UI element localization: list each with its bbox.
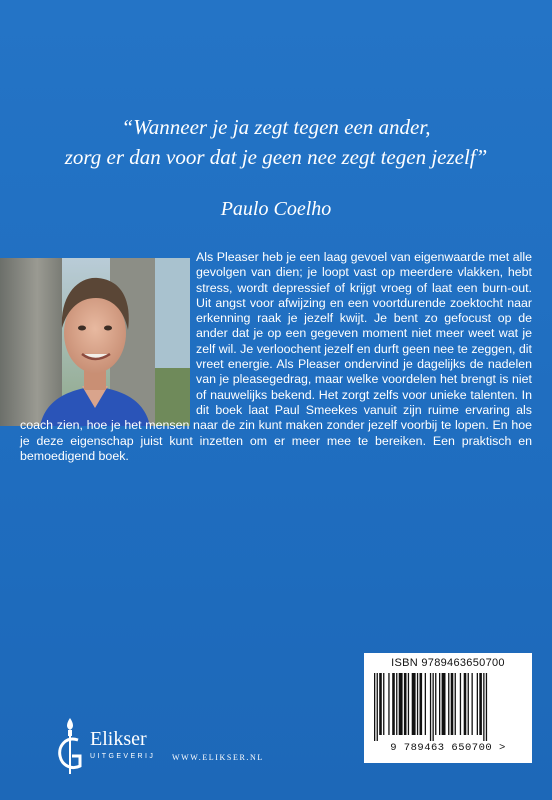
barcode <box>370 673 526 741</box>
barcode-bar <box>468 673 469 735</box>
barcode-bar <box>417 673 418 735</box>
barcode-bar <box>425 673 426 735</box>
barcode-bar <box>420 673 423 735</box>
quote-line-1: “Wanneer je ja zegt tegen een ander, <box>121 115 431 139</box>
barcode-bar <box>430 673 431 741</box>
publisher-logo-icon <box>56 716 90 776</box>
publisher-name: Elikser <box>90 728 147 750</box>
barcode-bar <box>479 673 482 735</box>
quote <box>0 112 552 172</box>
blurb <box>20 250 532 464</box>
barcode-bar <box>412 673 416 735</box>
barcode-bar <box>486 673 487 741</box>
barcode-panel <box>364 653 532 763</box>
photo-wrap-space <box>20 250 196 408</box>
barcode-bar <box>396 673 397 735</box>
barcode-bar <box>374 673 375 741</box>
barcode-bar <box>388 673 389 735</box>
barcode-bar <box>442 673 446 735</box>
publisher-website: WWW.ELIKSER.NL <box>172 753 264 762</box>
publisher-logo <box>56 716 206 776</box>
barcode-bar <box>483 673 484 741</box>
barcode-bar <box>451 673 454 735</box>
barcode-bar <box>472 673 473 735</box>
barcode-bar <box>377 673 378 741</box>
barcode-bar <box>392 673 395 735</box>
barcode-bar <box>460 673 461 735</box>
isbn-label: ISBN 9789463650700 <box>391 657 505 669</box>
barcode-bar <box>439 673 440 735</box>
barcode-bar <box>455 673 456 735</box>
barcode-bar <box>464 673 467 735</box>
barcode-bar <box>433 673 434 741</box>
barcode-bar <box>379 673 382 735</box>
barcode-bar <box>408 673 409 735</box>
quote-line-2: zorg er dan voor dat je geen nee zegt tegen jezelf” <box>64 145 488 169</box>
blurb-text: Als Pleaser heb je een laag gevoel van eigenwaarde met alle gevolgen van dien; je loopt vast op meerdere vlakken, hebt stress, wordt depressief of krijgt vroeg of laat een burn-out. Uit angst voor afwijzing en een voortdurende zoektocht naar erkenning raak je jezelf kwijt. Je bent zo gefocust op de ander dat je op een gegeven moment niet meer weet wat je zelf wil. Je verloochent jezelf en durft geen nee te zeggen, dit vreet energie. Als Pleaser ondervind je dagelijks de nadelen van je pleasegedrag, maar welke voordelen het brengt is niet of nauwelijks bekend. Het zorgt zelfs voor unieke talenten. In dit boek laat Paul Smeekes vanuit zijn ruime ervaring als coach zien, hoe je het mensen naar de zin kunt maken zonder jezelf voorbij te lopen. En hoe je deze eigenschap juist kunt inzetten om er meer mee te bereiken. Een praktisch en bemoedigend boek. <box>20 250 532 463</box>
barcode-digits: 9 789463 650700 > <box>390 742 506 754</box>
barcode-bar <box>383 673 384 735</box>
quote-author: Paulo Coelho <box>220 198 332 220</box>
publisher-subtitle: UITGEVERIJ <box>90 753 156 760</box>
barcode-bar <box>477 673 478 735</box>
barcode-bar <box>435 673 436 735</box>
barcode-bar <box>404 673 407 735</box>
barcode-bar <box>448 673 449 735</box>
barcode-bar <box>399 673 403 735</box>
